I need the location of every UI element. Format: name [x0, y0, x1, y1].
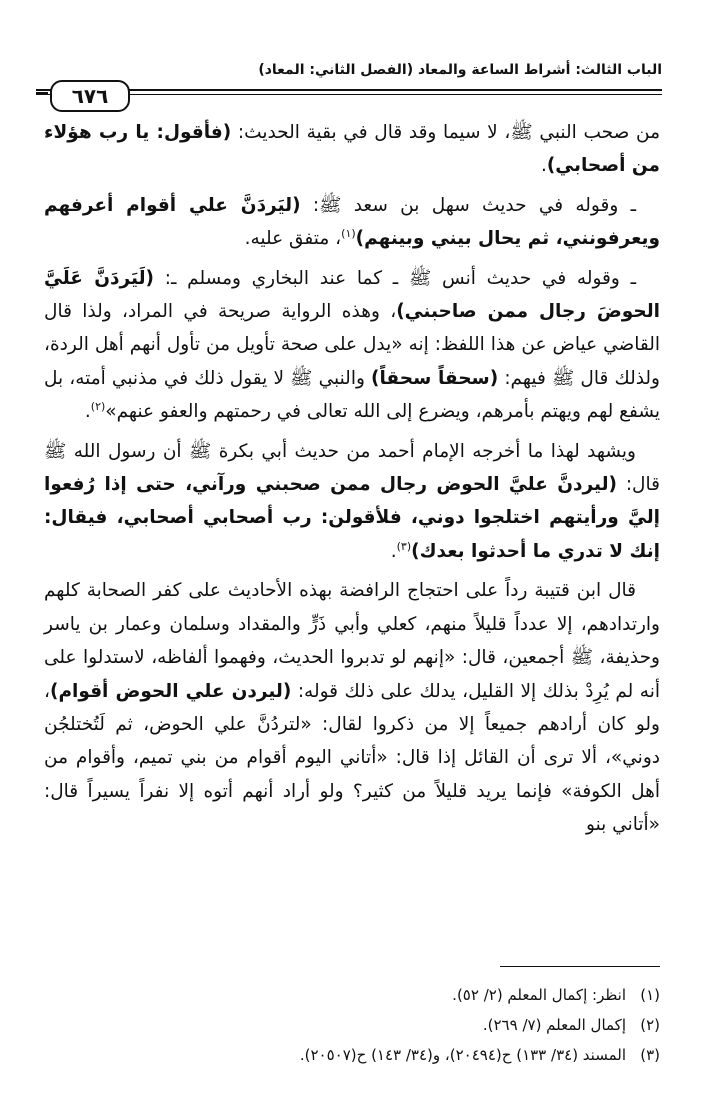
running-title: الباب الثالث: أشراط الساعة والمعاد (الفصل الثاني: المعاد): [258, 62, 662, 78]
hadith-quote: (فأقول: يا رب هؤلاء من أصحابي): [44, 122, 660, 177]
footnote: [44, 1040, 660, 1070]
paragraph: [44, 116, 660, 183]
footnote-ref: (١): [341, 227, 356, 241]
paragraph: [44, 262, 660, 429]
page-number: ٦٧٦: [50, 80, 130, 112]
page-header: [36, 60, 662, 84]
text-run: من صحب النبي ﷺ، لا سيما وقد قال في بقية الحديث:: [231, 122, 660, 143]
hadith-quote: (لَيَردَنَّ عَلَيَّ الحوضَ رجال ممن صاحبني): [44, 267, 660, 323]
footnote-text: إكمال المعلم (٧/ ٢٦٩).: [482, 1016, 626, 1034]
footnote-text: انظر: إكمال المعلم (٢/ ٥٢).: [452, 986, 626, 1004]
footnotes: [44, 980, 660, 1070]
paragraph: [44, 435, 660, 569]
footnote-text: المسند (٣٤/ ١٣٣) ح(٢٠٤٩٤)، و(٣٤/ ١٤٣) ح(٢٠٥٠٧).: [299, 1046, 626, 1064]
hadith-quote: (سحقاً سحقاً): [371, 367, 499, 389]
footnote-mark: (٢): [640, 1016, 660, 1034]
footnote: [44, 1010, 660, 1040]
body-text: [44, 116, 660, 848]
text-run: .: [84, 401, 91, 423]
text-run: ـ وقوله في حديث أنس ﷺ ـ كما عند البخاري ومسلم ـ:: [153, 267, 636, 289]
hadith-quote: (ليردن علي الحوض أقوام): [49, 680, 292, 702]
text-run: .: [390, 540, 397, 562]
text-run: ويشهد لهذا ما أخرجه الإمام أحمد من حديث أبي بكرة ﷺ أن رسول الله ﷺ قال:: [44, 440, 660, 496]
text-run: والنبي ﷺ لا يقول ذلك في مذنبي أمته، بل يشفع لهم ويهتم بأمرهم، ويضرع إلى الله تعالى في رحمتهم والعفو عنهم»: [44, 367, 660, 423]
text-run: ، وهذه الرواية صريحة في المراد، ولذا قال القاضي عياض عن هذا اللفظ: إنه «يدل على صحة تأويل من تأول أنهم أهل الردة، ولذلك قال ﷺ فيهم:: [44, 301, 660, 389]
text-run: .: [540, 155, 547, 177]
paragraph: [44, 574, 660, 841]
footnote-ref: (٣): [396, 539, 412, 553]
text-run: قال ابن قتيبة رداً على احتجاج الرافضة بهذه الأحاديث على كفر الصحابة كلهم وارتدادهم، إلا عدداً قليلاً منهم، كعلي وأبي ذَرٍّ والمقداد وسلمان وعمار بن ياسر وحذيفة، ﷺ أجمعين، قال: «إنهم لو تدبروا الحديث، وفهموا ألفاظه، لاستدلوا على أنه لم يُرِدْ بذلك إلا القليل، يدلك على ذلك قوله:: [44, 580, 660, 702]
text-run: ، ولو كان أرادهم جميعاً إلا من ذكروا لقال: «لتردُنَّ علي الحوض، ثم لَتُختلجُن دوني»، ألا ترى أن القائل إذا قال: «أتاني اليوم أقوام من بني تميم، وأقوام من أهل الكوفة» فإنما يريد قليلاً من كثير؟ ولو أراد أنهم أتوه إلا نفراً يسيراً قال: «أتاني بنو: [44, 680, 660, 836]
hadith-quote: (ليَردَنَّ علي أقوام أعرفهم ويعرفونني، ثم يحال بيني وبينهم): [44, 194, 660, 250]
hadith-quote: (ليردنَّ عليَّ الحوض رجال ممن صحبني ورآني، حتى إذا رُفعوا إليَّ ورأيتهم اختلجوا دوني، فلأقولن: رب أصحابي أصحابي، فيقال: إنك لا تدري ما أحدثوا بعدك): [44, 474, 660, 562]
paragraph: [44, 189, 660, 256]
footnote-separator: [500, 966, 660, 967]
footnote: [44, 980, 660, 1010]
footnote-ref: (٢): [90, 400, 106, 414]
text-run: ، متفق عليه.: [244, 228, 342, 250]
footnote-mark: (٣): [640, 1046, 660, 1064]
text-run: ـ وقوله في حديث سهل بن سعد ﷺ:: [300, 194, 636, 216]
header-dash: [36, 92, 48, 94]
footnote-mark: (١): [640, 986, 660, 1004]
